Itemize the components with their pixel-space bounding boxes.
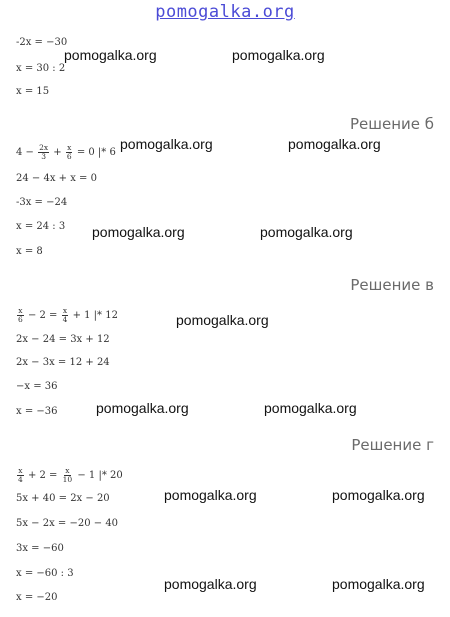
watermark: pomogalka.org: [96, 400, 189, 416]
equation-line: 5x + 40 = 2x − 20: [16, 493, 110, 504]
watermark: pomogalka.org: [120, 136, 213, 152]
fraction-denominator: 3: [41, 152, 46, 161]
equation-line: -3x = −24: [16, 197, 68, 208]
eq-text: +: [50, 147, 65, 158]
fraction-numerator: x: [18, 306, 23, 315]
eq-text: + 1 |* 12: [69, 310, 118, 321]
fraction-denominator: 6: [66, 152, 72, 161]
equation-line: x = 24 : 3: [16, 221, 66, 232]
watermark: pomogalka.org: [164, 487, 257, 503]
fraction: [62, 307, 69, 324]
watermark: pomogalka.org: [332, 487, 425, 503]
watermark: pomogalka.org: [164, 576, 257, 592]
equation-line: 2x − 3x = 12 + 24: [16, 357, 110, 368]
fraction-denominator: 4: [18, 475, 23, 484]
fraction-numerator: x: [67, 143, 72, 152]
equation-line: 2x − 24 = 3x + 12: [16, 334, 110, 345]
fraction-denominator: 10: [62, 475, 73, 484]
fraction: [38, 144, 49, 161]
equation-line: x = 30 : 2: [16, 63, 66, 74]
heading-solution-v: Решение в: [350, 276, 434, 294]
site-logo[interactable]: pomogalka.org: [155, 2, 295, 22]
fraction-numerator: 2x: [39, 143, 49, 152]
equation-line: 3x = −60: [16, 543, 64, 554]
watermark: pomogalka.org: [288, 136, 381, 152]
eq-text: + 2 =: [24, 470, 61, 481]
fraction-numerator: x: [18, 466, 23, 475]
eq-text: 4 −: [16, 147, 38, 158]
equation-line: [16, 144, 116, 161]
equation-line: 24 − 4x + x = 0: [16, 173, 97, 184]
fraction-denominator: 4: [62, 315, 68, 324]
watermark: pomogalka.org: [176, 312, 269, 328]
watermark: pomogalka.org: [64, 47, 157, 63]
eq-text: − 1 |* 20: [74, 470, 123, 481]
eq-text: − 2 =: [24, 310, 61, 321]
equation-line: [16, 467, 123, 484]
equation-line: x = −20: [16, 592, 58, 603]
heading-solution-b: Решение б: [349, 115, 434, 133]
watermark: pomogalka.org: [264, 400, 357, 416]
fraction-numerator: x: [65, 466, 70, 475]
equation-line: [16, 307, 118, 324]
equation-line: -2x = −30: [16, 37, 68, 48]
fraction-denominator: 6: [18, 315, 23, 324]
equation-line: x = 15: [16, 86, 50, 97]
watermark: pomogalka.org: [92, 224, 185, 240]
watermark: pomogalka.org: [332, 576, 425, 592]
heading-solution-g: Решение г: [351, 436, 434, 454]
watermark: pomogalka.org: [260, 224, 353, 240]
eq-text: = 0 |* 6: [73, 147, 116, 158]
fraction-numerator: x: [62, 306, 68, 315]
fraction: [62, 467, 74, 484]
equation-line: x = −60 : 3: [16, 568, 74, 579]
equation-line: 5x − 2x = −20 − 40: [16, 518, 119, 529]
fraction: [17, 307, 24, 324]
equation-line: −x = 36: [16, 381, 58, 392]
equation-line: x = −36: [16, 406, 58, 417]
fraction: [66, 144, 73, 161]
fraction: [17, 467, 24, 484]
equation-line: x = 8: [16, 246, 43, 257]
watermark: pomogalka.org: [232, 47, 325, 63]
